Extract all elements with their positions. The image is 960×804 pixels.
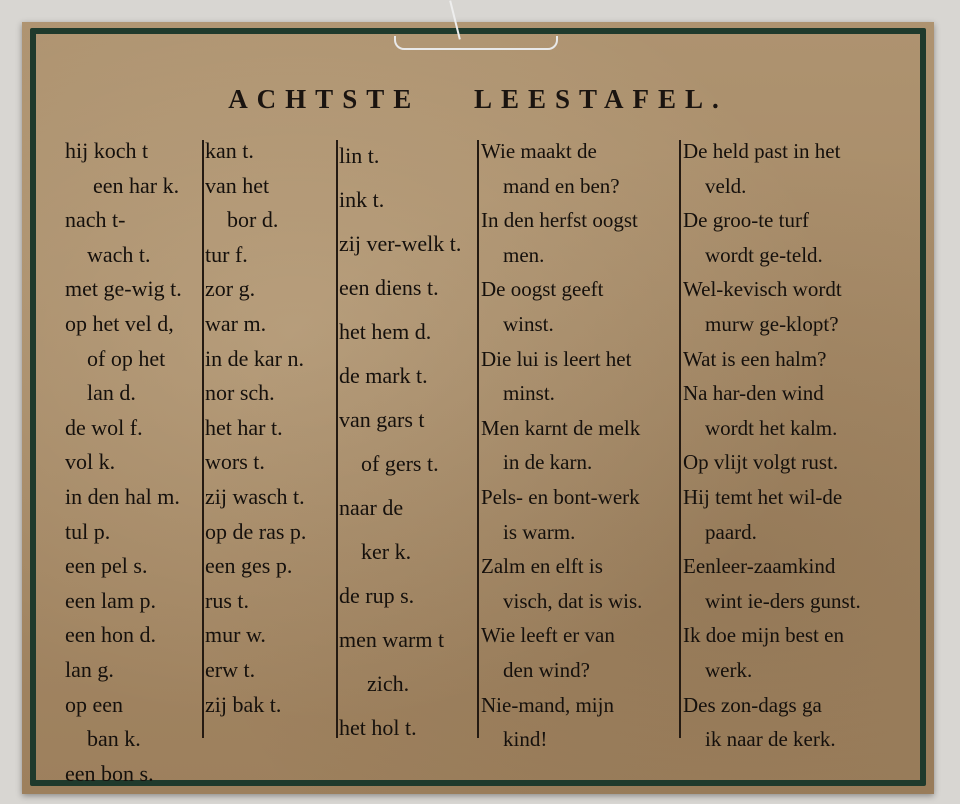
sentence-line: Die lui is leert het <box>481 346 632 371</box>
hanging-wire <box>394 36 558 50</box>
word-line: mur w. <box>205 622 266 648</box>
word-line: de wol f. <box>65 414 143 440</box>
word-line: in den hal m. <box>65 483 180 509</box>
word-line: lan d. <box>87 380 136 406</box>
sentence-line: in de karn. <box>503 450 593 475</box>
word-line: in de kar n. <box>205 345 304 371</box>
word-line: een ges p. <box>205 553 293 579</box>
sentence-line: kind! <box>503 727 548 752</box>
sentence-line: visch, dat is wis. <box>503 588 643 613</box>
sentence-line: Wat is een halm? <box>683 346 827 371</box>
word-line: ink t. <box>339 187 385 212</box>
sentence-line: wint ie-ders gunst. <box>705 588 861 613</box>
sentence-line: Zalm en elft is <box>481 554 603 579</box>
word-line: de mark t. <box>339 363 428 388</box>
sentence-line: Hij temt het wil-de <box>683 484 843 509</box>
sentence-line: Ik doe mijn best en <box>683 623 844 648</box>
word-line: een diens t. <box>339 275 439 300</box>
sentence-line: winst. <box>503 311 554 336</box>
word-column-1 <box>65 134 205 791</box>
word-line: nor sch. <box>205 380 275 406</box>
word-line: van gars t <box>339 407 425 432</box>
word-line: kan t. <box>205 138 254 163</box>
sentence-line: Des zon-dags ga <box>683 692 822 717</box>
word-column-3 <box>339 134 475 750</box>
sentence-line: Wel-kevisch wordt <box>683 277 842 302</box>
column-divider <box>477 140 479 738</box>
sentence-line: den wind? <box>503 657 590 682</box>
sentence-line: Wie leeft er van <box>481 623 615 648</box>
word-line: zij wasch t. <box>205 483 305 509</box>
word-line: op de ras p. <box>205 518 307 544</box>
sentence-line: men. <box>503 242 545 267</box>
sentence-line: wordt ge-teld. <box>705 242 823 267</box>
word-line: tul p. <box>65 518 111 544</box>
sentence-line: wordt het kalm. <box>705 415 838 440</box>
word-line: ban k. <box>87 726 141 752</box>
board-title: ACHTSTE LEESTAFEL. <box>228 84 728 114</box>
sentence-line: De held past in het <box>683 139 841 163</box>
word-line: tur f. <box>205 241 248 267</box>
word-line: bor d. <box>227 207 279 233</box>
word-line: men warm t <box>339 627 445 652</box>
word-line: het hem d. <box>339 319 432 344</box>
word-column-2 <box>205 134 335 722</box>
sentence-line: is warm. <box>503 519 576 544</box>
word-line: het hol t. <box>339 715 417 740</box>
word-line: de rup s. <box>339 583 415 608</box>
sentence-line: mand en ben? <box>503 173 620 198</box>
word-line: vol k. <box>65 449 116 475</box>
word-line: ker k. <box>361 539 412 564</box>
sentence-line: Nie-mand, mijn <box>481 692 614 717</box>
sentence-column-4 <box>481 134 681 757</box>
sentence-line: Wie maakt de <box>481 139 597 163</box>
word-line: het har t. <box>205 414 283 440</box>
sentence-line: murw ge-klopt? <box>705 311 839 336</box>
sentence-line: paard. <box>705 519 757 544</box>
word-line: wors t. <box>205 449 265 475</box>
sentence-line: veld. <box>705 173 747 198</box>
word-line: rus t. <box>205 587 249 613</box>
word-line: wach t. <box>87 241 151 267</box>
word-line: op het vel d, <box>65 310 174 336</box>
word-line: naar de <box>339 495 404 520</box>
sentence-line: werk. <box>705 657 753 682</box>
sentence-line: ik naar de kerk. <box>705 727 836 752</box>
word-line: zij bak t. <box>205 691 282 717</box>
reading-board <box>22 22 934 794</box>
word-line: met ge-wig t. <box>65 276 182 302</box>
sentence-line: De oogst geeft <box>481 277 604 302</box>
word-line: of gers t. <box>361 451 439 476</box>
sentence-line: In den herfst oogst <box>481 208 638 233</box>
sentence-column-5 <box>683 134 893 757</box>
word-line: een bon s. <box>65 760 154 786</box>
word-line: war m. <box>205 310 267 336</box>
word-line: een pel s. <box>65 553 148 579</box>
word-line: van het <box>205 172 270 198</box>
word-line: zij ver-welk t. <box>339 231 462 256</box>
sentence-line: De groo-te turf <box>683 208 809 233</box>
word-line: zich. <box>367 671 410 696</box>
word-line: een hon d. <box>65 622 157 648</box>
word-line: op een <box>65 691 124 717</box>
word-line: zor g. <box>205 276 256 302</box>
word-line: of op het <box>87 345 166 371</box>
sentence-line: Eenleer-zaamkind <box>683 554 836 579</box>
sentence-line: Pels- en bont-werk <box>481 484 640 509</box>
word-line: erw t. <box>205 656 256 682</box>
word-line: een lam p. <box>65 587 157 613</box>
word-line: lin t. <box>339 143 380 168</box>
word-line: nach t- <box>65 207 126 233</box>
word-line: een har k. <box>93 172 180 198</box>
sentence-line: Na har-den wind <box>683 381 824 406</box>
column-divider <box>336 140 338 738</box>
sentence-line: Men karnt de melk <box>481 415 641 440</box>
word-line: lan g. <box>65 656 114 682</box>
sentence-line: Op vlijt volgt rust. <box>683 450 839 475</box>
word-line: hij koch t <box>65 138 149 163</box>
sentence-line: minst. <box>503 381 555 406</box>
